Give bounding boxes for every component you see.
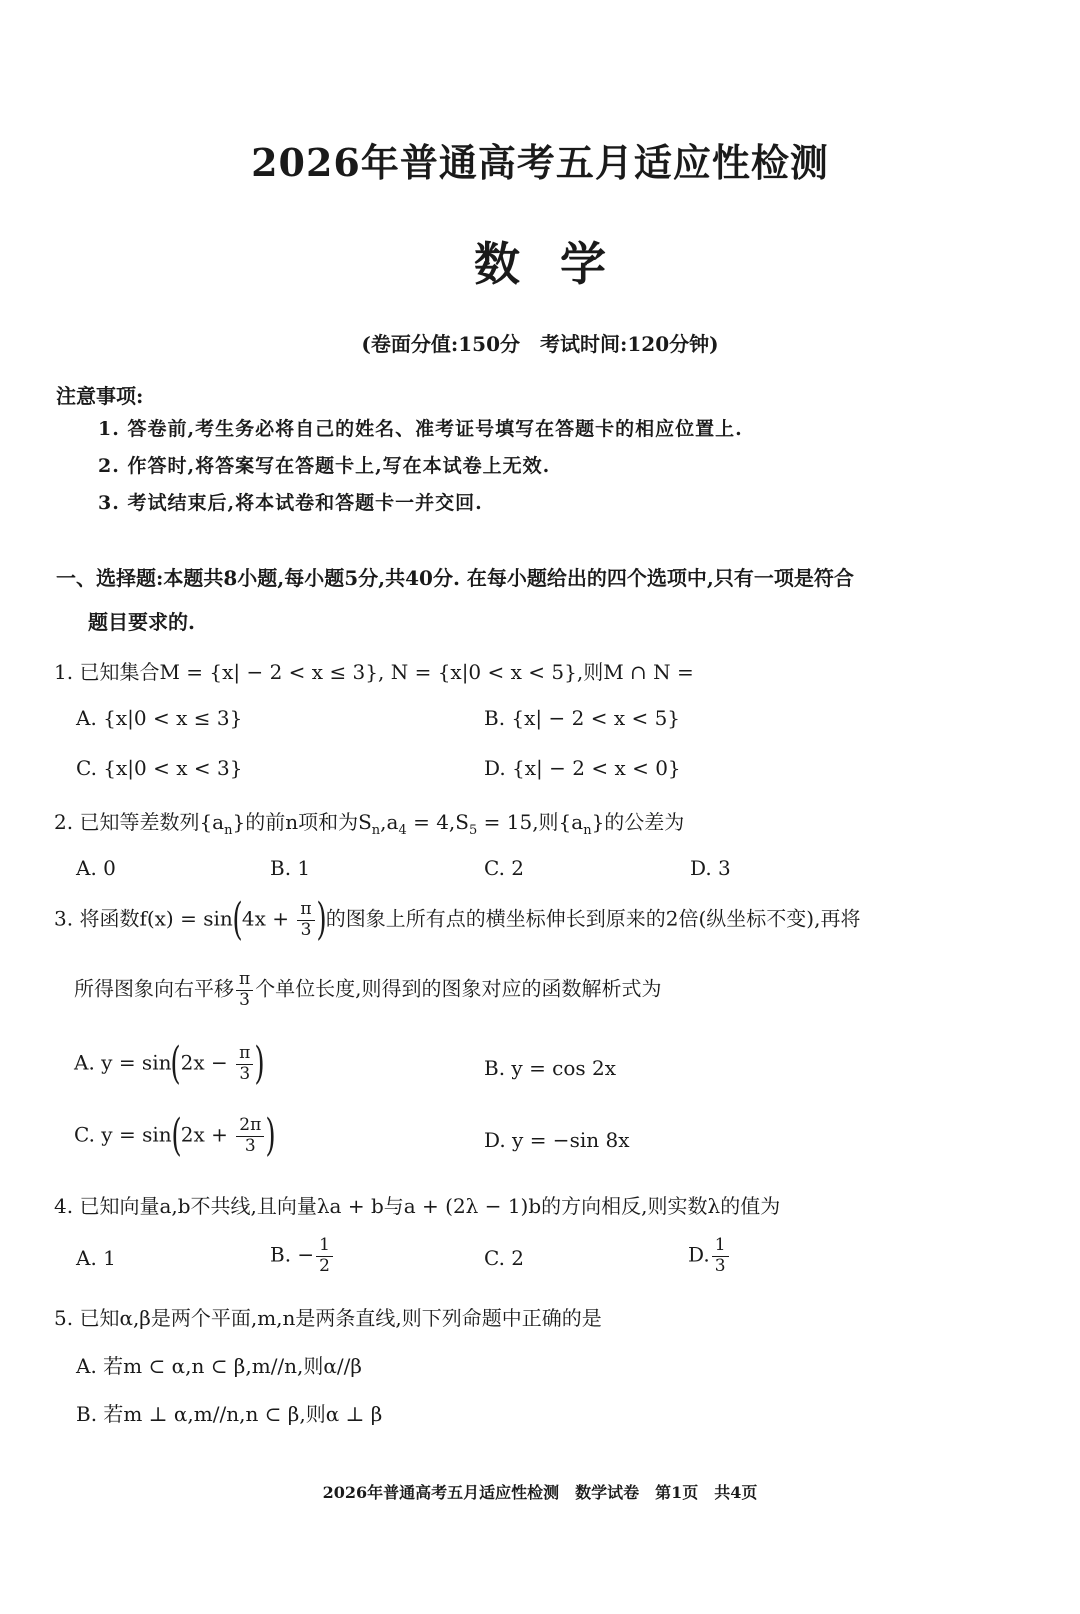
question-5-stem: 5. 已知α,β是两个平面,m,n是两条直线,则下列命题中正确的是 — [54, 1306, 602, 1330]
question-2-option-c: C. 2 — [484, 856, 525, 880]
question-1-option-a: A. {x|0 < x ≤ 3} — [76, 706, 243, 730]
question-4-option-a: A. 1 — [76, 1246, 116, 1270]
notice-item-2: 2. 作答时,将答案写在答题卡上,写在本试卷上无效. — [98, 455, 551, 477]
question-5-option-b: B. 若m ⊥ α,m//n,n ⊂ β,则α ⊥ β — [76, 1402, 383, 1426]
notice-item-1: 1. 答卷前,考生务必将自己的姓名、准考证号填写在答题卡的相应位置上. — [98, 418, 743, 440]
question-2-option-a: A. 0 — [76, 856, 116, 880]
notice-item-3: 3. 考试结束后,将本试卷和答题卡一并交回. — [98, 492, 483, 514]
question-5-option-a: A. 若m ⊂ α,n ⊂ β,m//n,则α//β — [76, 1354, 362, 1378]
question-2-option-b: B. 1 — [270, 856, 311, 880]
exam-info: (卷面分值:150分 考试时间:120分钟) — [361, 332, 719, 356]
notice-heading: 注意事项: — [56, 384, 144, 408]
fraction: $\frac{1}{2}$ — [316, 1236, 333, 1276]
question-2-stem: 2. 已知等差数列$\{a_n\}$的前n项和为$S_n,a_4 = 4,S_5 = 15$,则$\{a_n\}$的公差为 — [54, 810, 685, 838]
question-4-stem: 4. 已知向量a,b不共线,且向量λa + b与a + (2λ − 1)b的方向相反,则实数λ的值为 — [54, 1194, 781, 1218]
fraction: $\frac{\pi}{3}$ — [297, 900, 314, 940]
question-2-option-d: D. 3 — [690, 856, 731, 880]
question-4-option-d: D. $\frac{1}{3}$ — [688, 1236, 731, 1276]
question-3-option-a: A. y = sin(2x − $\frac{\pi}{3}$ ) — [74, 1038, 266, 1089]
question-3-stem-cont: 所得图象向右平移 $\frac{\pi}{3}$ 个单位长度,则得到的图象对应的函数解析式为 — [74, 969, 662, 1010]
section-heading: 一、选择题:本题共8小题,每小题5分,共40分. 在每小题给出的四个选项中,只有一项是符合 — [56, 566, 854, 590]
fraction: $\frac{2\pi}{3}$ — [236, 1116, 264, 1156]
page-footer: 2026年普通高考五月适应性检测 数学试卷 第1页 共4页 — [322, 1483, 758, 1502]
question-4-option-c: C. 2 — [484, 1246, 525, 1270]
question-1-option-b: B. {x| − 2 < x < 5} — [484, 706, 681, 730]
subject-title: 数学 — [474, 237, 646, 291]
fraction: $\frac{\pi}{3}$ — [236, 970, 253, 1010]
fraction: $\frac{\pi}{3}$ — [236, 1044, 253, 1084]
question-1-option-d: D. {x| − 2 < x < 0} — [484, 756, 681, 780]
question-1-stem: 1. 已知集合M = {x| − 2 < x ≤ 3}, N = {x|0 < x < 5},则M ∩ N = — [54, 660, 694, 684]
fraction: $\frac{1}{3}$ — [712, 1236, 729, 1276]
question-3-stem: 3. 将函数f(x) = sin(4x + $\frac{\pi}{3}$ )的图象上所有点的横坐标伸长到原来的2倍(纵坐标不变),再将 — [54, 894, 861, 945]
question-3-option-c: C. y = sin(2x + $\frac{2\pi}{3}$ ) — [74, 1110, 277, 1161]
question-3-option-d: D. y = −sin 8x — [484, 1128, 630, 1152]
question-4-option-b: B. − $\frac{1}{2}$ — [270, 1236, 335, 1276]
question-1-option-c: C. {x|0 < x < 3} — [76, 756, 243, 780]
question-3-option-b: B. y = cos 2x — [484, 1056, 617, 1080]
section-heading-cont: 题目要求的. — [88, 610, 195, 634]
exam-title: 2026年普通高考五月适应性检测 — [251, 140, 829, 185]
